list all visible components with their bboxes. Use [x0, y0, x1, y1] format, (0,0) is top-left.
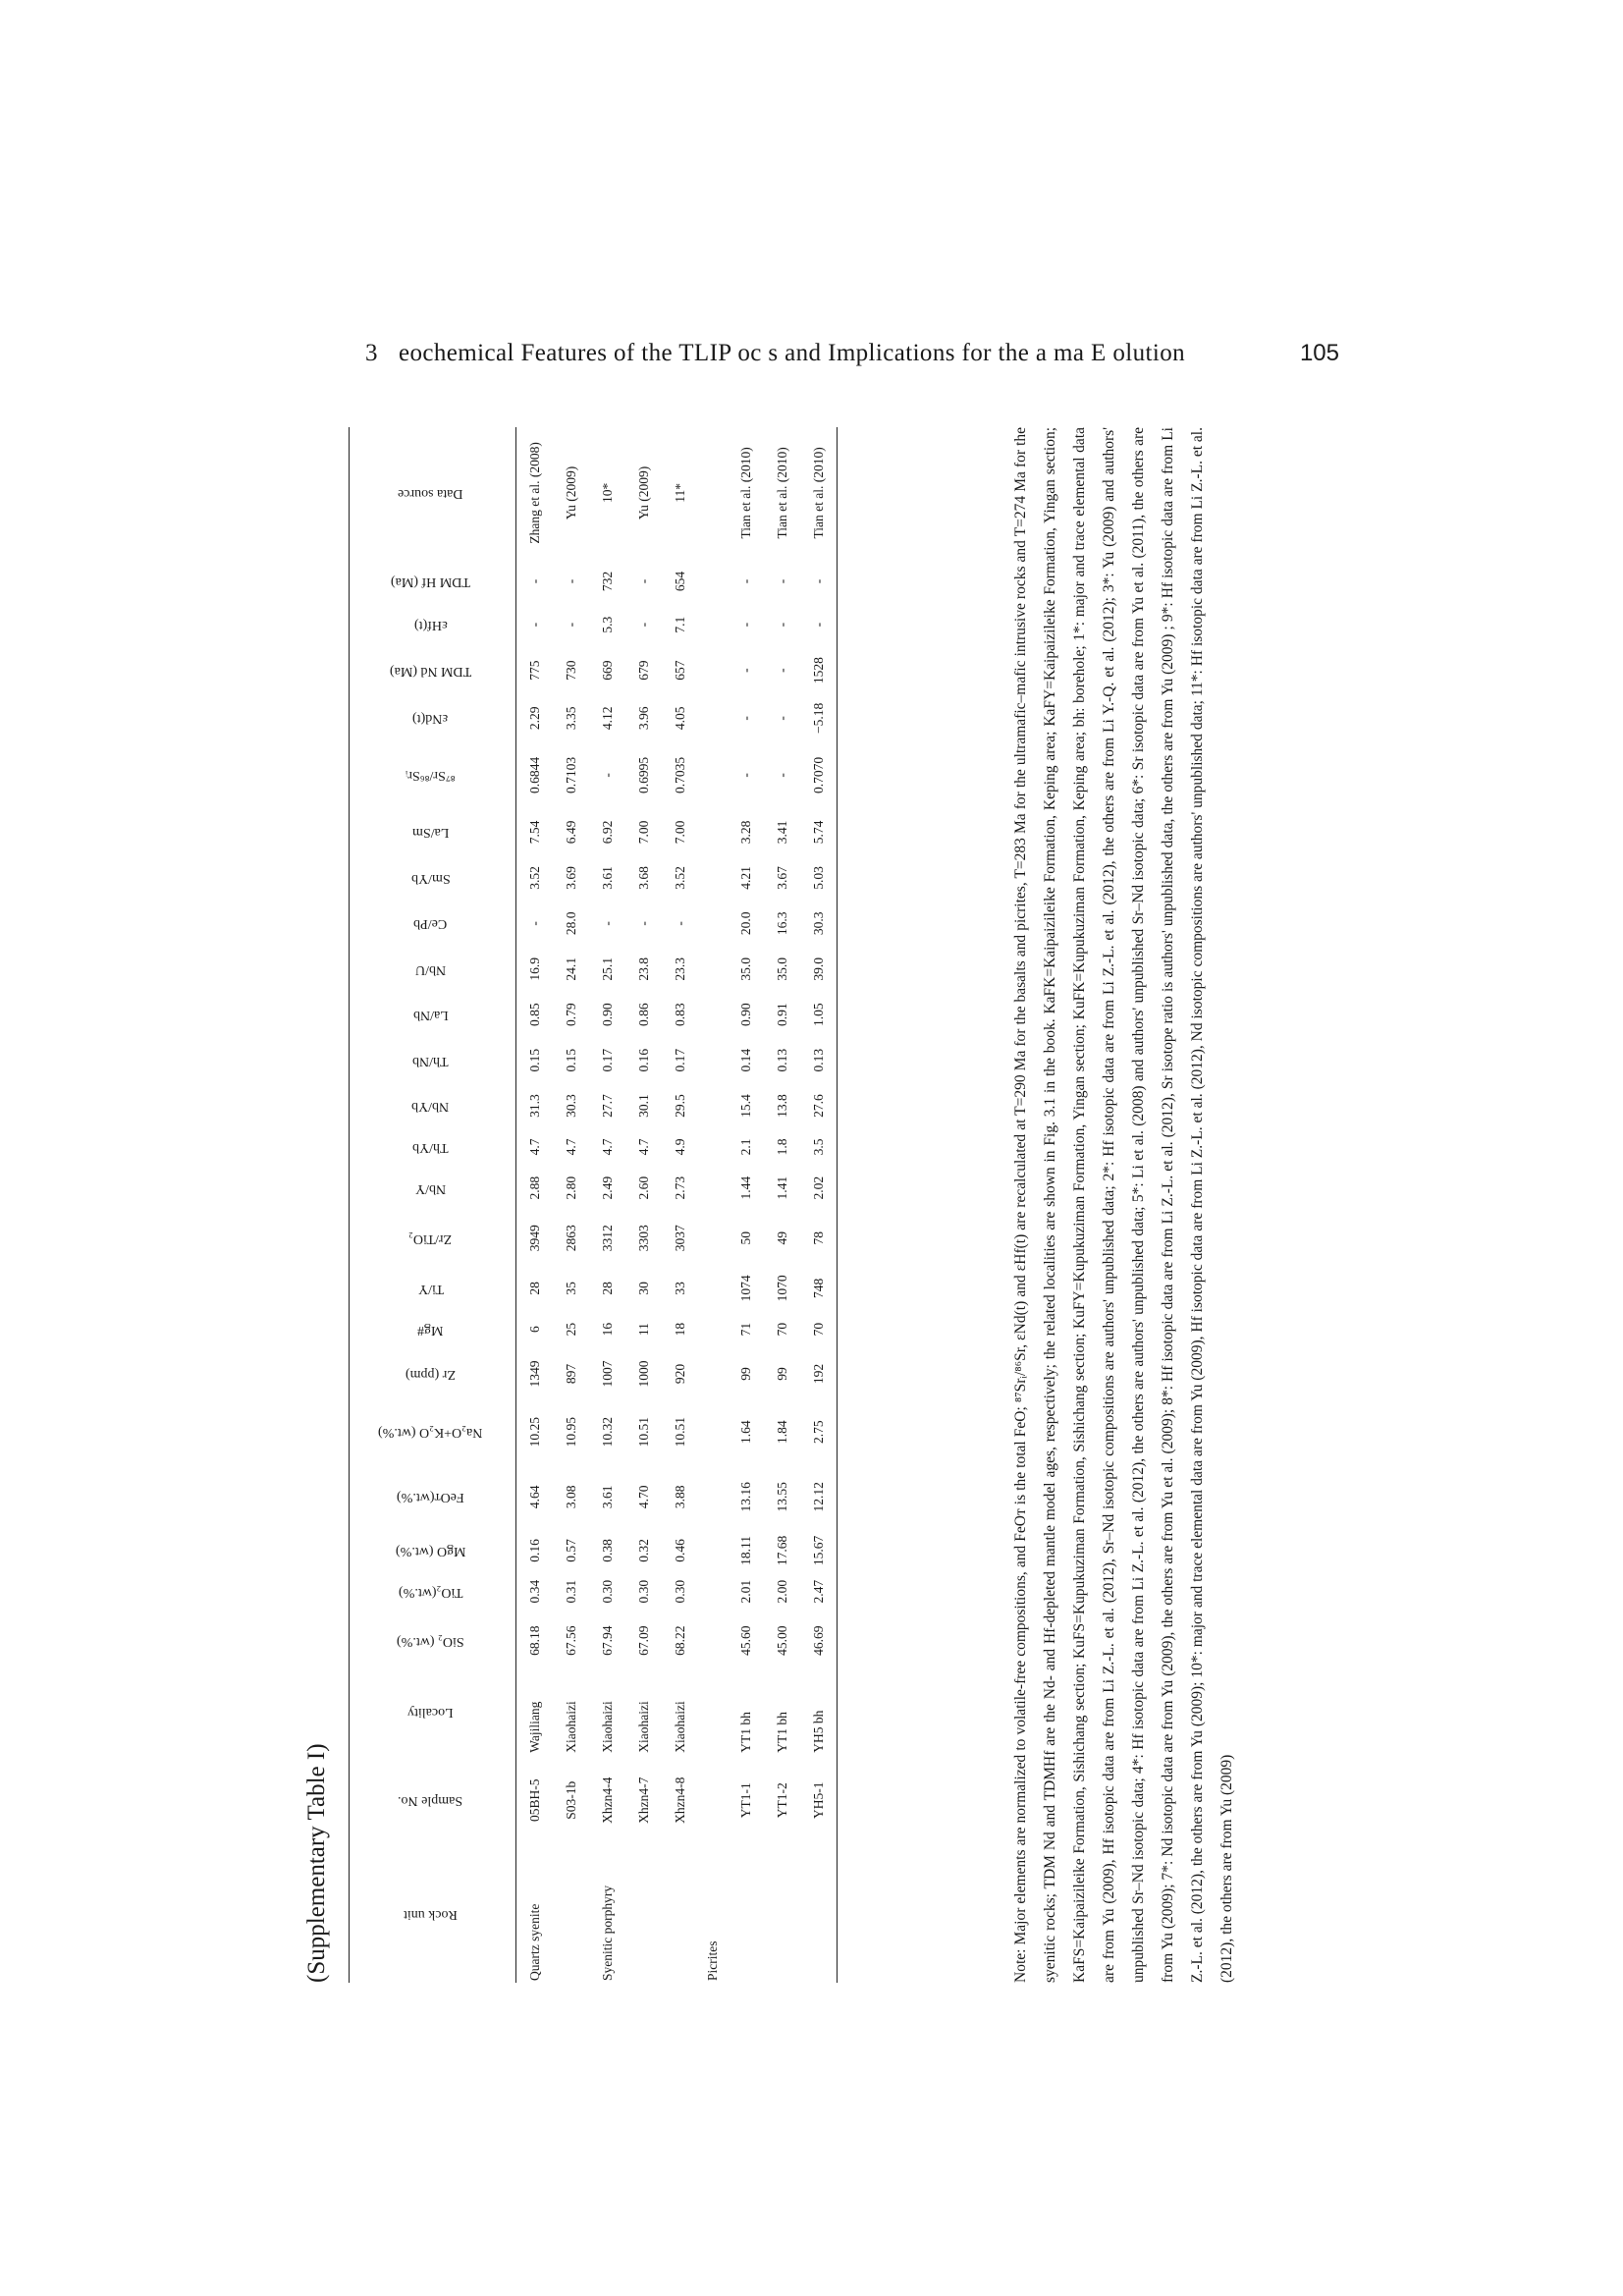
cell-zr: 192 [800, 1347, 838, 1399]
cell-lasm: 6.49 [563, 820, 578, 845]
col-header-label: TDM Hf (Ma) [391, 574, 470, 590]
cell-cepb: - [599, 921, 615, 926]
chapter-number: 3 [365, 340, 378, 366]
cell-sample: YT1-1 [737, 1782, 753, 1819]
cell-sample: Xhzn4-8 [672, 1777, 687, 1824]
cell-srsr: - [774, 773, 789, 778]
cell-source: Yu (2009) [563, 465, 578, 520]
cell-lasm: 7.00 [672, 820, 687, 845]
cell-smyb: 3.61 [599, 866, 615, 890]
cell-thyb: 4.7 [563, 1138, 578, 1156]
cell-thnb: 0.13 [774, 1048, 789, 1072]
cell-smyb: 3.67 [774, 866, 789, 890]
col-header-thnb [350, 1037, 516, 1082]
cell-srsr: 0.6995 [635, 756, 651, 793]
cell-nbu: 39.0 [800, 947, 838, 992]
col-header-feo [350, 1464, 516, 1530]
cell-lanb: 0.86 [635, 1003, 651, 1027]
col-header-sample [350, 1755, 516, 1846]
table-row [625, 427, 662, 1983]
cell-nbyb: 29.5 [672, 1094, 687, 1118]
cell-cepb: - [635, 921, 651, 926]
cell-tdmnd: 669 [599, 660, 615, 681]
cell-ehf: - [526, 622, 542, 628]
cell-nby: 2.73 [672, 1175, 687, 1200]
cell-tiy: 33 [672, 1282, 687, 1295]
cell-zrtio2: 49 [774, 1231, 789, 1245]
supplementary-table [349, 427, 838, 1983]
table-row [764, 427, 800, 1983]
col-header-label: TiO₂(wt.%) [398, 1584, 463, 1600]
col-header-label: La/Sm [411, 825, 450, 841]
cell-zrtio2: 2863 [563, 1225, 578, 1252]
col-header-lanb [350, 992, 516, 1037]
cell-lasm: 6.92 [599, 820, 615, 845]
cell-mg: 18 [672, 1322, 687, 1337]
cell-smyb: 3.52 [526, 866, 542, 890]
cell-thnb: 0.14 [737, 1048, 753, 1072]
cell-sio2: 68.22 [672, 1625, 687, 1656]
cell-lasm: 5.74 [800, 809, 838, 854]
table-row [553, 427, 589, 1983]
cell-tiy: 1074 [737, 1275, 753, 1302]
cell-sample: YT1-2 [774, 1782, 789, 1819]
cell-mgo: 17.68 [774, 1535, 789, 1566]
cell-thnb: 0.15 [563, 1048, 578, 1072]
cell-end: - [737, 716, 753, 721]
col-header-zr [350, 1347, 516, 1399]
cell-mgo: 18.11 [737, 1535, 753, 1565]
cell-locality: YT1 bh [774, 1712, 789, 1753]
col-header-tdmnd [350, 645, 516, 695]
cell-rock [553, 1846, 589, 1983]
cell-rock [800, 1846, 838, 1983]
cell-srsr: 0.7103 [563, 756, 578, 793]
col-header-tiy [350, 1266, 516, 1311]
cell-locality: Xiaohaizi [635, 1701, 651, 1753]
cell-sio2: 68.18 [526, 1625, 542, 1656]
table-row [728, 427, 764, 1983]
cell-nbu: 35.0 [737, 957, 753, 981]
cell-source: Tian et al. (2010) [737, 447, 753, 539]
cell-source: 11* [672, 483, 687, 503]
cell-tdmnd: 775 [526, 660, 542, 681]
cell-feo: 4.64 [526, 1485, 542, 1509]
cell-tdmhf: - [563, 578, 578, 584]
cell-alk: 2.75 [800, 1400, 838, 1464]
col-header-sio2 [350, 1613, 516, 1669]
cell-nbu: 23.8 [635, 957, 651, 981]
cell-srsr: 0.7070 [800, 741, 838, 810]
cell-zrtio2: 3037 [672, 1225, 687, 1252]
cell-nby: 1.41 [774, 1175, 789, 1200]
page-number: 105 [1299, 340, 1339, 366]
col-header-label: TDM Nd (Ma) [389, 663, 472, 679]
table-header-row [350, 427, 516, 1983]
cell-ehf: - [737, 622, 753, 628]
cell-lasm: 7.54 [526, 820, 542, 845]
cell-zrtio2: 78 [800, 1211, 838, 1266]
table-caption: (Supplementary Table I) [303, 1743, 330, 1983]
table-row [800, 427, 838, 1983]
cell-rock [625, 1846, 662, 1983]
cell-sio2: 67.56 [563, 1625, 578, 1656]
cell-tio2: 0.30 [635, 1579, 651, 1604]
cell-tio2: 0.30 [672, 1579, 687, 1604]
col-header-label: Nb/Yb [411, 1099, 450, 1115]
col-header-label: Th/Yb [412, 1139, 449, 1155]
cell-tiy: 1070 [774, 1275, 789, 1302]
cell-thyb: 4.7 [526, 1138, 542, 1156]
col-header-locality [350, 1669, 516, 1755]
col-header-label: Nb/U [414, 961, 447, 977]
col-header-tdmhf [350, 559, 516, 604]
cell-tdmnd: 1528 [800, 645, 838, 695]
cell-tio2: 2.00 [774, 1579, 789, 1604]
col-header-zrtio2 [350, 1211, 516, 1266]
col-header-nby [350, 1165, 516, 1210]
cell-srsr: 0.6844 [526, 756, 542, 793]
col-header-tio2 [350, 1571, 516, 1613]
cell-zrtio2: 50 [737, 1231, 753, 1245]
col-header-label: Rock unit [404, 1907, 458, 1923]
cell-cepb: 16.3 [774, 911, 789, 936]
cell-end: - [774, 716, 789, 721]
cell-ehf: 7.1 [672, 616, 687, 633]
cell-feo: 3.08 [563, 1485, 578, 1509]
cell-smyb: 3.69 [563, 866, 578, 890]
col-header-mgo [350, 1530, 516, 1571]
cell-tdmhf: - [800, 559, 838, 604]
cell-locality: Xiaohaizi [672, 1701, 687, 1753]
cell-sample: YH5-1 [800, 1755, 838, 1846]
cell-lasm: 3.28 [737, 820, 753, 845]
cell-nbyb: 27.7 [599, 1094, 615, 1118]
cell-end: 3.96 [635, 706, 651, 731]
cell-cepb: 20.0 [737, 911, 753, 936]
col-header-label: Mg# [417, 1322, 444, 1338]
cell-nby: 2.60 [635, 1175, 651, 1200]
cell-ehf: - [635, 622, 651, 628]
cell-srsr: - [737, 773, 753, 778]
cell-ehf: - [800, 604, 838, 645]
cell-mgo: 15.67 [800, 1530, 838, 1571]
cell-rock: Syenitic porphyry [599, 1885, 615, 1981]
cell-mg: 71 [737, 1322, 753, 1337]
cell-zr: 99 [737, 1367, 753, 1381]
cell-thnb: 0.15 [526, 1048, 542, 1072]
cell-thyb: 2.1 [737, 1138, 753, 1156]
col-header-nbu [350, 947, 516, 992]
cell-tio2: 2.01 [737, 1579, 753, 1604]
cell-locality: YH5 bh [800, 1669, 838, 1755]
cell-thyb: 1.8 [774, 1138, 789, 1156]
cell-mgo: 0.32 [635, 1539, 651, 1562]
col-header-rock [350, 1846, 516, 1983]
cell-nbu: 23.3 [672, 957, 687, 981]
cell-mg: 16 [599, 1322, 615, 1337]
cell-tdmnd: 730 [563, 660, 578, 681]
cell-cepb: 30.3 [800, 901, 838, 946]
cell-ehf: 5.3 [599, 616, 615, 633]
col-header-mg [350, 1311, 516, 1347]
cell-zrtio2: 3303 [635, 1225, 651, 1252]
cell-sio2: 67.94 [599, 1625, 615, 1656]
rotated-table-block [303, 427, 1360, 1983]
cell-sio2: 46.69 [800, 1613, 838, 1669]
cell-ehf: - [563, 622, 578, 628]
cell-alk: 10.51 [672, 1416, 687, 1448]
cell-locality: YT1 bh [737, 1712, 753, 1753]
cell-mg: 70 [774, 1322, 789, 1337]
table-note: Note: Major elements are normalized to volatile-free compositions, and FeOᴛ is the total FeO; ⁸⁷Srᵢ/⁸⁶Sr, εNd(t) and εHf(t) are recalculated at T=290 Ma for the basalts and picrites, T=283 Ma for the ultramafic–mafic intrusive rocks and T=274 Ma for the syenitic rocks; TDM Nd and TDMHf are the Nd- and Hf-depleted mantle model ages, respectively; the related localities are shown in Fig. 3.1 in the book. KaFK=Kaipaizileike Formation, Keping area; KaFY=Kaipaizileike Formation, Yingan section; KaFS=Kaipaizileike Formation, Sishichang section; KuFS=Kupukuziman Formation, Sishichang section; KuFY=Kupukuziman Formation, Yingan section; KuFK=Kupukuziman Formation, Keping area; bh: borehole; 1*: major and trace elemental data are from Yu (2009), Hf isotopic data are from Li Z.-L. et al. (2012), Sr–Nd isotopic compositions are authors' unpublished data; 2*: Hf isotopic data are from Li Z.-L. et al. (2012), the others are from Li Y.-Q. et al. (2012); 3*: Yu (2009) and authors' unpublished Sr–Nd isotopic data; 4*: Hf isotopic data are from Li Z.-L. et al. (2012), the others are authors' unpublished data; 5*: Li et al. (2008) and authors' unpublished Sr–Nd isotopic data; 6*: Sr isotopic data are from Yu et al. (2011), the others are from Yu (2009); 7*: Nd isotopic data are from Yu (2009), the others are from Yu et al. (2009); 8*: Hf isotopic data are from Li Z.-L. et al. (2012), Sr isotope ratio is authors' unpublished data, the others are from Yu (2009) ; 9*: Hf isotopic data are from Li Z.-L. et al. (2012), the others are from Yu (2009); 10*: major and trace elemental data are from Yu (2009), Hf isotopic data are from Li Z.-L. et al. (2012), Nd isotopic compositions are authors' unpublished data; 11*: Hf isotopic data are from Li Z.-L. et al. (2012), the others are from Yu (2009) [1012, 427, 1235, 1983]
cell-srsr: - [599, 773, 615, 778]
col-header-label: Sm/Yb [410, 870, 451, 886]
col-header-label: Th/Nb [412, 1053, 449, 1068]
cell-zr: 99 [774, 1367, 789, 1381]
cell-mgo: 0.38 [599, 1539, 615, 1562]
col-header-label: Sample No. [398, 1793, 463, 1809]
cell-end: −5.18 [800, 695, 838, 740]
cell-nby: 2.88 [526, 1175, 542, 1200]
cell-mg: 11 [635, 1323, 651, 1337]
table-row [516, 427, 554, 1983]
cell-source: Zhang et al. (2008) [526, 442, 542, 544]
cell-feo: 12.12 [800, 1464, 838, 1530]
cell-thnb: 0.17 [599, 1048, 615, 1072]
col-header-label: MgO (wt.%) [395, 1543, 466, 1558]
cell-nbu: 24.1 [563, 957, 578, 981]
cell-alk: 10.25 [526, 1416, 542, 1448]
cell-tio2: 0.30 [599, 1579, 615, 1604]
cell-locality: Wajiliang [526, 1701, 542, 1753]
cell-sample: S03-1b [563, 1780, 578, 1820]
col-header-alk [350, 1400, 516, 1464]
cell-mg: 25 [563, 1322, 578, 1337]
cell-thyb: 3.5 [800, 1128, 838, 1165]
cell-thyb: 4.7 [599, 1138, 615, 1156]
cell-nbyb: 30.3 [563, 1094, 578, 1118]
cell-nbyb: 15.4 [737, 1094, 753, 1118]
cell-tdmhf: 654 [672, 571, 687, 592]
cell-alk: 10.95 [563, 1416, 578, 1448]
cell-mg: 6 [526, 1326, 542, 1334]
cell-smyb: 3.52 [672, 866, 687, 890]
cell-locality: Xiaohaizi [599, 1701, 615, 1753]
cell-sample: 05BH-5 [526, 1778, 542, 1822]
cell-end: 4.12 [599, 706, 615, 731]
cell-source: Tian et al. (2010) [800, 427, 838, 559]
cell-tiy: 30 [635, 1282, 651, 1295]
col-header-label: ⁸⁷Sr/⁸⁶Srᵢ [406, 768, 456, 784]
col-header-nbyb [350, 1083, 516, 1128]
cell-smyb: 4.21 [737, 866, 753, 890]
cell-nbyb: 13.8 [774, 1094, 789, 1118]
cell-tio2: 2.47 [800, 1571, 838, 1613]
cell-mgo: 0.57 [563, 1539, 578, 1562]
cell-cepb: 28.0 [563, 911, 578, 936]
col-header-thyb [350, 1128, 516, 1165]
cell-alk: 1.84 [774, 1420, 789, 1444]
cell-zr: 1000 [635, 1360, 651, 1388]
cell-tiy: 28 [526, 1282, 542, 1295]
cell-lasm: 7.00 [635, 820, 651, 845]
cell-tiy: 748 [800, 1266, 838, 1311]
cell-nby: 2.49 [599, 1175, 615, 1200]
cell-feo: 3.61 [599, 1485, 615, 1509]
cell-tdmhf: - [737, 578, 753, 584]
cell-cepb: - [526, 921, 542, 926]
cell-lanb: 0.83 [672, 1003, 687, 1027]
cell-alk: 10.32 [599, 1416, 615, 1448]
cell-lanb: 0.90 [737, 1003, 753, 1027]
cell-mg: 70 [800, 1311, 838, 1347]
cell-end: 4.05 [672, 706, 687, 731]
cell-tdmhf: 732 [599, 571, 615, 592]
cell-tio2: 0.31 [563, 1579, 578, 1604]
col-header-label: Zr (ppm) [406, 1366, 456, 1382]
cell-tdmnd: 679 [635, 660, 651, 681]
cell-sample: Xhzn4-7 [635, 1777, 651, 1824]
cell-nby: 1.44 [737, 1175, 753, 1200]
cell-lasm: 3.41 [774, 820, 789, 845]
cell-sample: Xhzn4-4 [599, 1777, 615, 1824]
col-header-label: εHf(t) [413, 618, 448, 633]
cell-lanb: 1.05 [800, 992, 838, 1037]
cell-tio2: 0.34 [526, 1579, 542, 1604]
cell-zr: 920 [672, 1363, 687, 1385]
cell-sio2: 45.60 [737, 1625, 753, 1656]
col-header-srsr [350, 741, 516, 810]
col-header-label: Locality [407, 1705, 454, 1721]
running-header [365, 340, 1339, 379]
cell-tdmnd: 657 [672, 660, 687, 681]
cell-zr: 1007 [599, 1360, 615, 1388]
cell-mgo: 0.46 [672, 1539, 687, 1562]
cell-mgo: 0.16 [526, 1539, 542, 1562]
col-header-label: La/Nb [412, 1008, 449, 1023]
col-header-label: Na₂O+K₂O (wt.%) [378, 1425, 483, 1441]
cell-nbu: 35.0 [774, 957, 789, 981]
cell-nbyb: 31.3 [526, 1094, 542, 1118]
cell-feo: 4.70 [635, 1485, 651, 1509]
col-header-label: FeOᴛ(wt.%) [397, 1490, 464, 1505]
cell-feo: 13.16 [737, 1482, 753, 1512]
section-row [698, 427, 728, 1983]
cell-cepb: - [672, 921, 687, 926]
cell-rock: Quartz syenite [526, 1903, 542, 1981]
cell-tdmhf: - [774, 578, 789, 584]
col-header-smyb [350, 855, 516, 901]
cell-thnb: 0.17 [672, 1048, 687, 1072]
col-header-ehf [350, 604, 516, 645]
cell-nbyb: 30.1 [635, 1094, 651, 1118]
col-header-source [350, 427, 516, 559]
cell-alk: 10.51 [635, 1416, 651, 1448]
cell-nby: 2.80 [563, 1175, 578, 1200]
cell-feo: 3.88 [672, 1485, 687, 1509]
col-header-cepb [350, 901, 516, 946]
col-header-label: Zr/TiO₂ [408, 1230, 453, 1246]
col-header-lasm [350, 809, 516, 854]
cell-feo: 13.55 [774, 1482, 789, 1512]
cell-source: 10* [599, 482, 615, 504]
cell-lanb: 0.85 [526, 1003, 542, 1027]
cell-rock [764, 1846, 800, 1983]
cell-tdmhf: - [635, 578, 651, 584]
col-header-label: Nb/Y [414, 1180, 447, 1196]
table-row [662, 427, 698, 1983]
running-title: eochemical Features of the TLIP oc s and Implications for the a ma E olution [399, 340, 1186, 366]
cell-zrtio2: 3312 [599, 1225, 615, 1252]
col-header-label: Data source [398, 485, 463, 501]
cell-smyb: 3.68 [635, 866, 651, 890]
cell-end: 2.29 [526, 706, 542, 731]
cell-nbu: 25.1 [599, 957, 615, 981]
section-label-picrites: Picrites [705, 1941, 720, 1981]
cell-zr: 897 [563, 1363, 578, 1385]
table-body [516, 427, 838, 1983]
cell-source: Tian et al. (2010) [774, 447, 789, 539]
cell-thnb: 0.13 [800, 1037, 838, 1082]
cell-sio2: 67.09 [635, 1625, 651, 1656]
col-header-label: εNd(t) [412, 711, 449, 727]
cell-nby: 2.02 [800, 1165, 838, 1210]
cell-sio2: 45.00 [774, 1625, 789, 1656]
cell-tiy: 28 [599, 1282, 615, 1295]
col-header-label: SiO₂ (wt.%) [397, 1633, 464, 1649]
cell-source: Yu (2009) [635, 465, 651, 520]
cell-end: 3.35 [563, 706, 578, 731]
cell-nbu: 16.9 [526, 957, 542, 981]
cell-lanb: 0.91 [774, 1003, 789, 1027]
cell-smyb: 5.03 [800, 855, 838, 901]
cell-zr: 1349 [526, 1360, 542, 1388]
cell-zrtio2: 3949 [526, 1225, 542, 1252]
table-row [589, 427, 625, 1983]
cell-thyb: 4.7 [635, 1138, 651, 1156]
cell-tdmnd: - [737, 668, 753, 673]
col-header-label: Ti/Y [417, 1281, 444, 1296]
cell-tdmnd: - [774, 668, 789, 673]
cell-rock [728, 1846, 764, 1983]
cell-thnb: 0.16 [635, 1048, 651, 1072]
cell-ehf: - [774, 622, 789, 628]
cell-tdmhf: - [526, 578, 542, 584]
col-header-end [350, 695, 516, 740]
cell-rock [662, 1846, 698, 1983]
cell-locality: Xiaohaizi [563, 1701, 578, 1753]
cell-srsr: 0.7035 [672, 756, 687, 793]
col-header-label: Ce/Pb [413, 916, 448, 932]
cell-thyb: 4.9 [672, 1138, 687, 1156]
cell-lanb: 0.79 [563, 1003, 578, 1027]
cell-alk: 1.64 [737, 1420, 753, 1444]
cell-nbyb: 27.6 [800, 1083, 838, 1128]
cell-lanb: 0.90 [599, 1003, 615, 1027]
cell-tiy: 35 [563, 1282, 578, 1295]
